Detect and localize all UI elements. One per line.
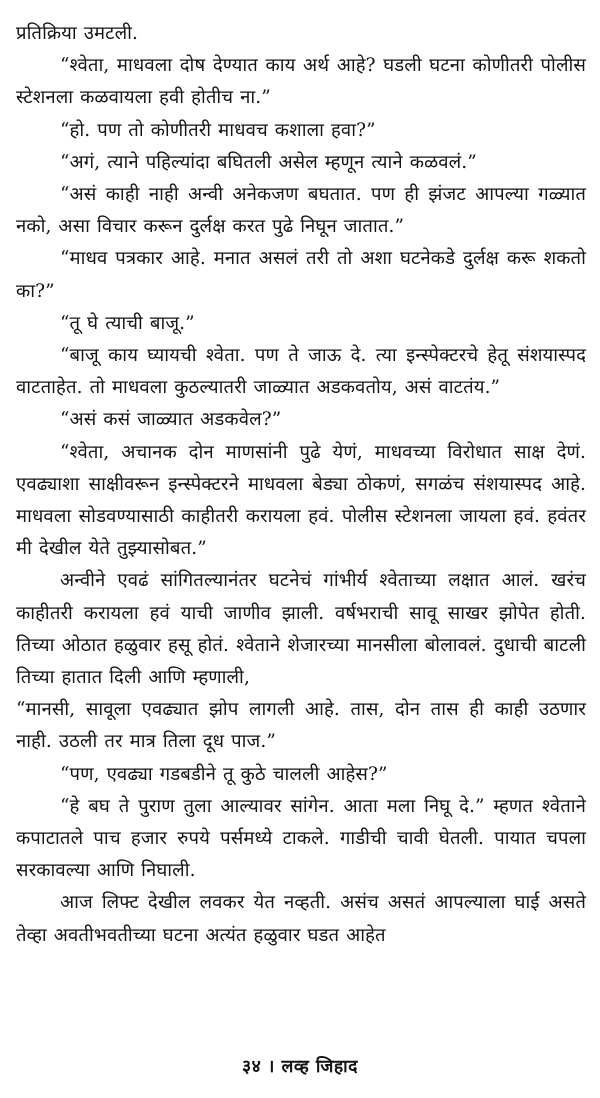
paragraph-10: “श्वेता, अचानक दोन माणसांनी पुढे येणं, माधवच्या विरोधात साक्ष देणं. एवढ्याशा साक्षीवरून इन्स्पेक्टरने माधवला बेड्या ठोकणं, सगळंच संशयास्पद आहे. माधवला सोडवण्यासाठी काहीतरी करायला हवं. पोलीस स्टेशनला जायला हवं. हवंतर मी देखील येते तुझ्यासोबत.” — [16, 441, 586, 560]
paragraph-6: “माधव पत्रकार आहे. मनात असलं तरी तो अशा घटनेकडे दुर्लक्ष करू शकतो का?” — [16, 248, 586, 302]
paragraph-15: आज लिफ्ट देखील लवकर येत नव्हती. असंच असतं आपल्याला घाई असते तेव्हा अवतीभवतीच्या घटना अत्यंत हळुवार घडत आहेत — [16, 892, 586, 946]
paragraph-9: “असं कसं जाळ्यात अडकवेल?” — [60, 409, 282, 431]
paragraph-12: “मानसी, सावूला एवढ्यात झोप लागली आहे. तास, दोन तास ही काही उठणार नाही. उठली तर मात्र तिला दूध पाज.” — [16, 699, 586, 753]
footer-separator: । — [267, 1057, 275, 1077]
page-footer — [0, 1054, 600, 1078]
paragraph-13: “पण, एवढ्या गडबडीने तू कुठे चालली आहेस?” — [60, 763, 388, 785]
page-number: ३४ — [242, 1057, 262, 1077]
paragraph-11: अन्वीने एवढं सांगितल्यानंतर घटनेचं गांभीर्य श्वेताच्या लक्षात आलं. खरंच काहीतरी करायला हवं याची जाणीव झाली. वर्षभराची सावू साखर झोपेत होती. तिच्या ओठात हळुवार हसू होतं. श्वेताने शेजारच्या मानसीला बोलावलं. दुधाची बाटली तिच्या हातात दिली आणि म्हणाली, — [16, 570, 586, 689]
paragraph-1: प्रतिक्रिया उमटली. — [16, 23, 139, 44]
paragraph-2: “श्वेता, माधवला दोष देण्यात काय अर्थ आहे? घडली घटना कोणीतरी पोलीस स्टेशनला कळवायला हवी होतीच ना.” — [16, 55, 586, 109]
paragraph-5: “असं काही नाही अन्वी अनेकजण बघतात. पण ही झंजट आपल्या गळ्यात नको, असा विचार करून दुर्लक्ष करत पुढे निघून जातात.” — [16, 184, 586, 238]
book-title: लव्ह जिहाद — [281, 1057, 358, 1077]
paragraph-8: “बाजू काय घ्यायची श्वेता. पण ते जाऊ दे. त्या इन्स्पेक्टरचे हेतू संशयास्पद वाटताहेत. तो माधवला कुठल्यातरी जाळ्यात अडकवतोय, असं वाटतंय.” — [16, 345, 586, 399]
paragraph-3: “हो. पण तो कोणीतरी माधवच कशाला हवा?” — [60, 119, 376, 141]
paragraph-14: “हे बघ ते पुराण तुला आल्यावर सांगेन. आता मला निघू दे.” म्हणत श्वेताने कपाटातले पाच हजार रुपये पर्समध्ये टाकले. गाडीची चावी घेतली. पायात चपला सरकावल्या आणि निघाली. — [16, 795, 586, 882]
paragraph-7: “तू घे त्याची बाजू.” — [60, 312, 195, 334]
page-body — [16, 18, 586, 952]
paragraph-4: “अगं, त्याने पहिल्यांदा बघितली असेल म्हणून त्याने कळवलं.” — [60, 151, 477, 173]
